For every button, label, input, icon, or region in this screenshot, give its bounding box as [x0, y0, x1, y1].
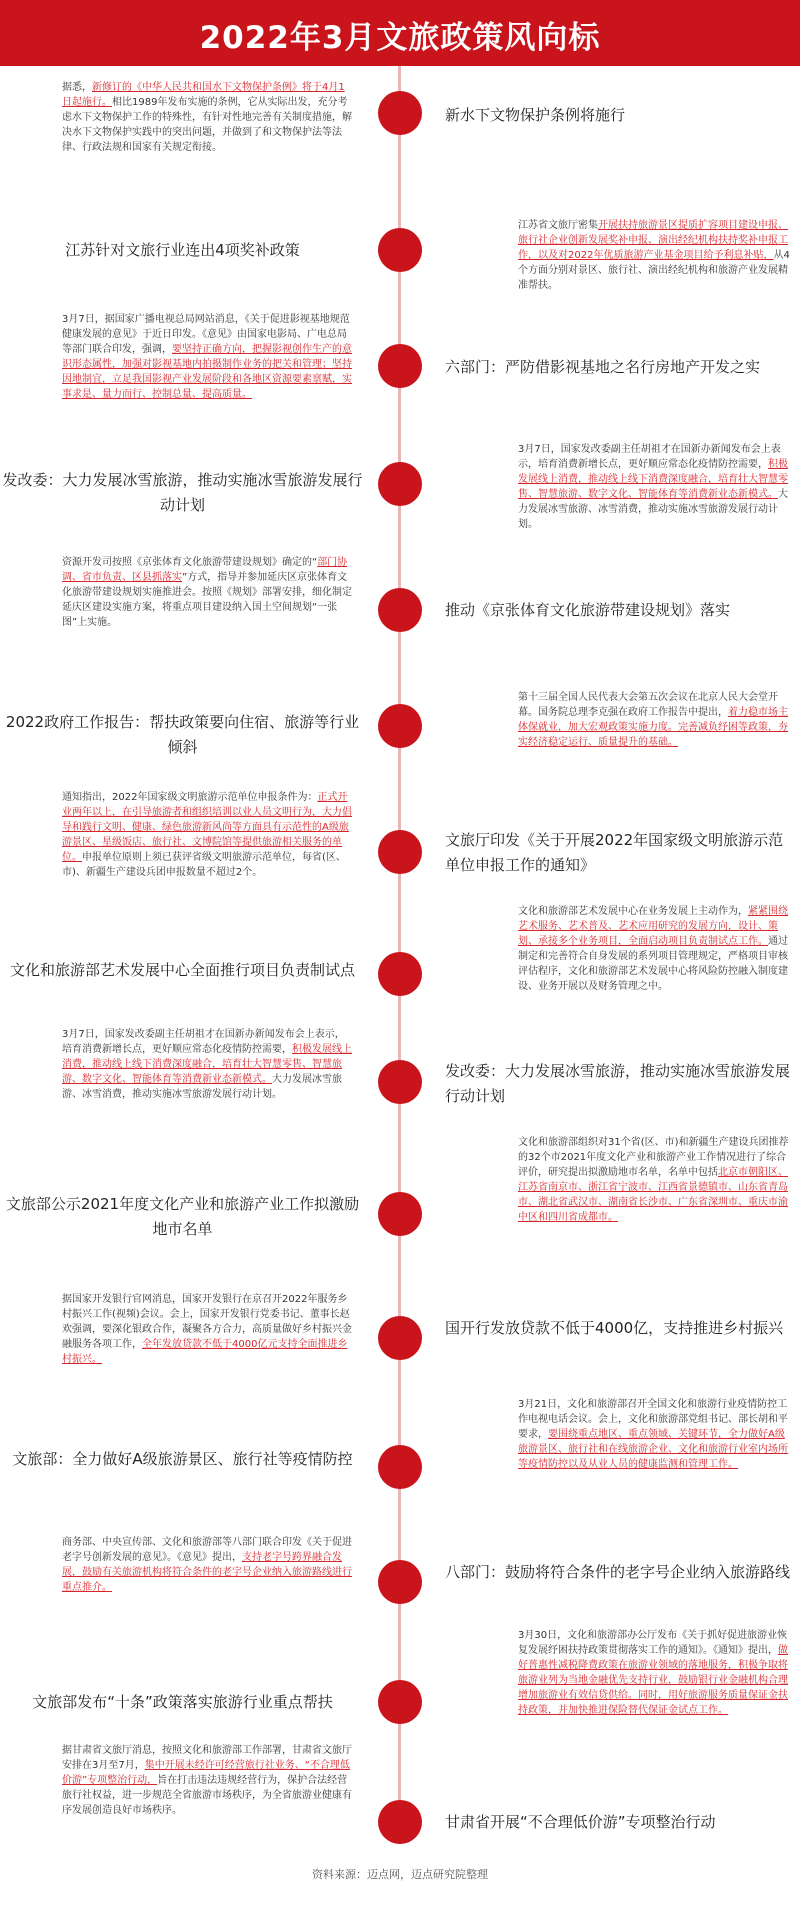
detail-text: 旨在打击违法违规经营行为，保护合法经营旅行社权益，进一步规范全省旅游市场秩序，为全省旅游业健康有序发展创造良好市场秩序。	[62, 1775, 352, 1816]
policy-title: 六部门：严防借影视基地之名行房地产开发之实	[445, 358, 761, 376]
source-note: 资料来源：迈点网，迈点研究院整理	[312, 1868, 488, 1881]
policy-title: 甘肃省开展“不合理低价游”专项整治行动	[445, 1813, 716, 1831]
policy-detail	[518, 1397, 793, 1472]
policy-title: 文旅厅印发《关于开展2022年国家级文明旅游示范单位申报工作的通知》	[445, 831, 784, 874]
detail-text: 相比1989年发布实施的条例，它从实际出发，充分考虑水下文物保护工作的特殊性，有针对性地完善有关制度措施，解决水下文物保护实践中的突出问题，并做到了和文物保护法等法律、行政法规和国家有关规定衔接。	[62, 97, 352, 153]
detail-text: 3月30日，文化和旅游部办公厅发布《关于抓好促进旅游业恢复发展纾困扶持政策贯彻落实工作的通知》。《通知》提出，	[518, 1630, 788, 1656]
detail-text: 通过制定和完善符合自身发展的系列项目管理规定，严格项目审核评估程序，文化和旅游部艺术发展中心将风险防控融入制度建设、业务开展以及财务管理之中。	[518, 936, 788, 992]
detail-text: 据甘肃省文旅厅消息，按照文化和旅游部工作部署，甘肃省文旅厅安排在3月至7月，	[62, 1745, 352, 1771]
timeline-node	[378, 1800, 422, 1844]
detail-text: 据悉，	[62, 82, 92, 93]
timeline-node	[378, 1680, 422, 1724]
detail-text: 大力发展冰雪旅游、冰雪消费，推动实施冰雪旅游发展行动计划。	[62, 1074, 342, 1100]
detail-text: 商务部、中央宣传部、文化和旅游部等八部门联合印发《关于促进老字号创新发展的意见》。《意见》提出，	[62, 1537, 352, 1563]
detail-text: 文化和旅游部组织对31个省(区、市)和新疆生产建设兵团推荐的32个市2021年度文化产业和旅游产业工作情况进行了综合评价，研究提出拟激励地市名单，名单中包括	[518, 1137, 789, 1178]
detail-text: 从4个方面分别对景区、旅行社、演出经纪机构和旅游产业发展精准帮扶。	[518, 250, 790, 291]
highlight-text: 集中开展未经许可经营旅行社业务、“不合理低价游”专项整治行动，	[62, 1760, 350, 1786]
policy-detail	[62, 80, 352, 155]
timeline-node	[378, 1445, 422, 1489]
policy-title: 2022政府工作报告：帮扶政策要向住宿、旅游等行业倾斜	[5, 713, 360, 756]
policy-detail	[62, 1292, 352, 1367]
highlight-text: 积极发展线上消费，推动线上线下消费深度融合，培育壮大智慧零售、智慧旅游、数字文化、智能体育等消费新业态新模式。	[62, 1044, 352, 1085]
policy-title: 发改委：大力发展冰雪旅游，推动实施冰雪旅游发展行动计划	[2, 471, 363, 514]
policy-title: 文旅部发布“十条”政策落实旅游行业重点帮扶	[32, 1693, 333, 1711]
detail-text: 3月7日，国家发改委副主任胡祖才在国新办新闻发布会上表示，培育消费新增长点，更好顺应常态化疫情防控需要，	[62, 1029, 345, 1055]
policy-title: 文旅部：全力做好A级旅游景区、旅行社等疫情防控	[12, 1450, 353, 1468]
policy-detail	[518, 442, 793, 532]
policy-detail	[518, 1628, 793, 1718]
timeline-node	[378, 1560, 422, 1604]
policy-title: 国开行发放贷款不低于4000亿，支持推进乡村振兴	[445, 1319, 784, 1337]
highlight-text: 要围绕重点地区、重点领域、关键环节，全力做好A级旅游景区、旅行社和在线旅游企业、文化和旅游行业室内场所等疫情防控以及从业人员的健康监测和管理工作。	[518, 1429, 788, 1470]
policy-title: 八部门：鼓励将符合条件的老字号企业纳入旅游路线	[445, 1563, 791, 1581]
timeline-node	[378, 1060, 422, 1104]
timeline-node	[378, 462, 422, 506]
policy-detail	[518, 904, 793, 994]
timeline-node	[378, 1192, 422, 1236]
detail-text: 3月21日，文化和旅游部召开全国文化和旅游行业疫情防控工作电视电话会议。会上，文化和旅游部党组书记、部长胡和平要求，	[518, 1399, 788, 1440]
header-banner	[0, 0, 800, 66]
timeline-node	[378, 952, 422, 996]
page-title: 2022年3月文旅政策风向标	[199, 20, 601, 56]
timeline-node	[378, 1316, 422, 1360]
policy-title: 推动《京张体育文化旅游带建设规划》落实	[445, 601, 731, 619]
detail-text: 大力发展冰雪旅游、冰雪消费，推动实施冰雪旅游发展行动计划。	[518, 489, 788, 530]
policy-detail	[62, 1027, 352, 1102]
timeline-node	[378, 228, 422, 272]
highlight-text: 做好普惠性减税降费政策在旅游业领域的落地服务，积极争取将旅游业列为当地金融优先支持行业，鼓励银行业金融机构合理增加旅游业有效信贷供给。同时，用好旅游服务质量保证金扶持政策，并加快推进保险替代保证金试点工作。	[518, 1645, 788, 1716]
highlight-text: 着力稳市场主体保就业，加大宏观政策实施力度。完善减负纾困等政策，夯实经济稳定运行、质量提升的基础。	[518, 707, 788, 748]
highlight-text: 要坚持正确方向，把握影视创作生产的意识形态属性，加强对影视基地内拍摄制作业务的把关和管理；坚持因地制宜，立足我国影视产业发展阶段和各地区资源要素禀赋，实事求是、量力而行、控制总量、提高质量。	[62, 344, 352, 400]
highlight-text: 部门协调、省市负责、区县抓落实	[62, 557, 348, 583]
detail-text: 申报单位原则上须已获评省级文明旅游示范单位，每省(区、市)、新疆生产建设兵团申报数量不超过2个。	[62, 852, 346, 878]
policy-title: 新水下文物保护条例将施行	[445, 106, 626, 124]
highlight-text: 全年发放贷款不低于4000亿元支持全面推进乡村振兴。	[62, 1339, 348, 1365]
timeline-node	[378, 830, 422, 874]
policy-title: 发改委：大力发展冰雪旅游，推动实施冰雪旅游发展行动计划	[445, 1062, 791, 1105]
detail-text: 3月7日，据国家广播电视总局网站消息，《关于促进影视基地规范健康发展的意见》于近日印发。《意见》由国家电影局、广电总局等部门联合印发，强调，	[62, 314, 350, 355]
highlight-text: 开展扶持旅游景区提质扩容项目建设申报、旅行社企业创新发展奖补申报、演出经纪机构扶持奖补申报工作，以及对2022年优质旅游产业基金项目给予利息补贴，	[518, 220, 788, 261]
highlight-text: 支持老字号跨界融合发展，鼓励有关旅游机构将符合条件的老字号企业纳入旅游路线进行重点推介。	[62, 1552, 352, 1593]
highlight-text: 积极发展线上消费，推动线上线下消费深度融合，培育壮大智慧零售、智慧旅游、数字文化、智能体育等消费新业态新模式。	[518, 459, 788, 500]
policy-detail	[62, 1535, 352, 1595]
policy-title: 江苏针对文旅行业连出4项奖补政策	[65, 241, 300, 259]
highlight-text: 紧紧围绕艺术服务、艺术普及、艺术应用研究的发展方向，设计、策划、承接多个业务项目，全面启动项目负责制试点工作。	[518, 906, 788, 947]
policy-title: 文旅部公示2021年度文化产业和旅游产业工作拟激励地市名单	[5, 1195, 360, 1238]
policy-detail	[62, 1743, 352, 1818]
detail-text: 江苏省文旅厅密集	[518, 220, 598, 231]
policy-detail	[518, 218, 793, 293]
policy-detail	[62, 555, 352, 630]
timeline-node	[378, 344, 422, 388]
timeline-node	[378, 91, 422, 135]
highlight-text: 北京市朝阳区、江苏省南京市、浙江省宁波市、江西省景德镇市、山东省青岛市、湖北省武汉市、湖南省长沙市、广东省深圳市、重庆市渝中区和四川省成都市。	[518, 1167, 788, 1223]
policy-detail	[518, 690, 793, 750]
timeline-node	[378, 704, 422, 748]
policy-detail	[62, 312, 352, 402]
highlight-text: 新修订的《中华人民共和国水下文物保护条例》将于4月1日起施行。	[62, 82, 345, 108]
detail-text: 资源开发司按照《京张体育文化旅游带建设规划》确定的“	[62, 557, 318, 568]
highlight-text: 正式开业两年以上，在引导旅游者和组织培训以业人员文明行为，大力倡导和践行文明、健康、绿色旅游新风尚等方面具有示范性的A级旅游景区、星级饭店、旅行社、文博院馆等提供旅游相关服务的单位。	[62, 792, 352, 863]
detail-text: 据国家开发银行官网消息，国家开发银行在京召开2022年服务乡村振兴工作(视频)会议。会上，国家开发银行党委书记、董事长赵欢强调，要深化银政合作，凝聚各方合力，高质量做好乡村振兴金融服务各项工作，	[62, 1294, 352, 1350]
detail-text: 第十三届全国人民代表大会第五次会议在北京人民大会堂开幕。国务院总理李克强在政府工作报告中提出，	[518, 692, 778, 718]
timeline-node	[378, 588, 422, 632]
detail-text: 3月7日，国家发改委副主任胡祖才在国新办新闻发布会上表示，培育消费新增长点，更好顺应常态化疫情防控需要，	[518, 444, 781, 470]
policy-detail	[62, 790, 352, 880]
detail-text: 文化和旅游部艺术发展中心在业务发展上主动作为，	[518, 906, 748, 917]
detail-text: 通知指出，2022年国家级文明旅游示范单位申报条件为：	[62, 792, 318, 803]
policy-title: 文化和旅游部艺术发展中心全面推行项目负责制试点	[9, 961, 355, 979]
policy-detail	[518, 1135, 793, 1225]
detail-text: ”方式，指导并参加延庆区京张体育文化旅游带建设规划实施推进会。按照《规划》部署安排，细化制定延庆区建设实施方案，将重点项目建设纳入国土空间规划“一张图”上实施。	[62, 572, 352, 628]
